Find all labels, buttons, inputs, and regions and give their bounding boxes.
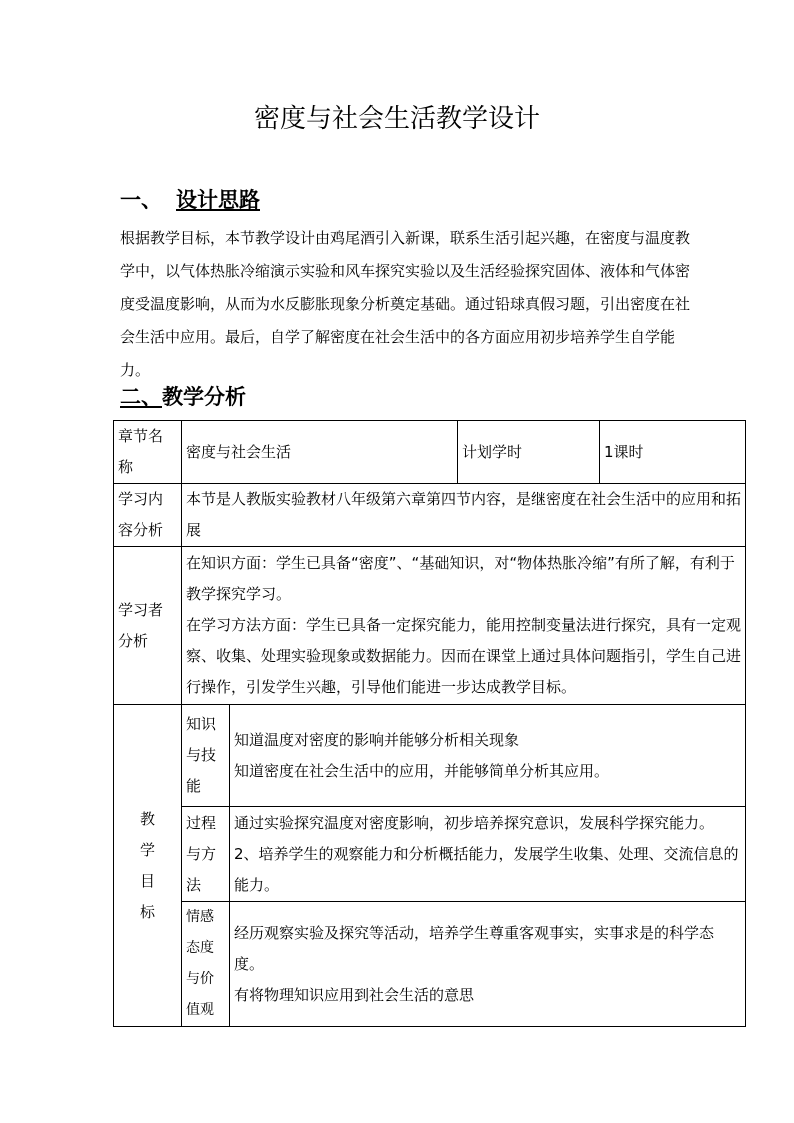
emotion-goal-2: 有将物理知识应用到社会生活的意思 [234, 985, 475, 1004]
planned-hours-value: 1课时 [600, 421, 746, 484]
content-analysis-label: 学习内容分析 [114, 484, 182, 547]
learner-analysis-method: 在学习方法方面：学生已具备一定探究能力，能用控制变量法进行探究，具有一定观察、收集、处理实验现象或数据能力。因而在课堂上通过具体问题指引，学生自己进行操作，引发学生兴趣，引导他们能进一步达成教学目标。 [186, 616, 742, 696]
teaching-goals-label [114, 705, 182, 1027]
knowledge-skill-label: 知识与技能 [182, 705, 230, 807]
process-method-label: 过程与方法 [182, 807, 230, 902]
table-row [114, 705, 746, 807]
section-title: 教学分析 [162, 384, 246, 409]
process-method-value [230, 807, 746, 902]
content-analysis-value: 本节是人教版实验教材八年级第六章第四节内容，是继密度在社会生活中的应用和拓展 [182, 484, 746, 547]
document-title: 密度与社会生活教学设计 [253, 104, 540, 134]
emotion-values-value [230, 902, 746, 1027]
chapter-name-value: 密度与社会生活 [182, 421, 458, 484]
table-row [114, 547, 746, 705]
table-row [114, 807, 746, 902]
learner-analysis-value [182, 547, 746, 705]
learner-analysis-label: 学习者分析 [114, 547, 182, 705]
teaching-analysis-table [113, 420, 746, 1027]
chapter-name-label: 章节名称 [114, 421, 182, 484]
table-row [114, 484, 746, 547]
section-heading-teaching-analysis [120, 382, 246, 412]
section-title: 设计思路 [176, 187, 260, 212]
knowledge-goal-1: 知道温度对密度的影响并能够分析相关现象 [234, 730, 520, 749]
planned-hours-label: 计划学时 [458, 421, 600, 484]
emotion-goal-1: 经历观察实验及探究等活动，培养学生尊重客观事实，实事求是的科学态度。 [234, 923, 715, 973]
table-row [114, 902, 746, 1027]
table-row [114, 421, 746, 484]
knowledge-goal-2: 知道密度在社会生活中的应用，并能够简单分析其应用。 [234, 761, 610, 780]
section-heading-design-idea [120, 185, 260, 215]
emotion-values-label: 情感态度与价值观 [182, 902, 230, 1027]
section-number: 一、 [120, 187, 162, 212]
knowledge-skill-value [230, 705, 746, 807]
teaching-goals-label-text: 教学目标 [140, 809, 156, 921]
process-goal-2: 2、培养学生的观察能力和分析概括能力，发展学生收集、处理、交流信息的能力。 [234, 844, 739, 894]
design-idea-paragraph: 根据教学目标，本节教学设计由鸡尾酒引入新课，联系生活引起兴趣，在密度与温度教学中，以气体热胀冷缩演示实验和风车探究实验以及生活经验探究固体、液体和气体密度受温度影响，从而为水反膨胀现象分析奠定基础。通过铅球真假习题，引出密度在社会生活中应用。最后，自学了解密度在社会生活中的各方面应用初步培养学生自学能力。 [120, 229, 691, 379]
process-goal-1: 通过实验探究温度对密度影响，初步培养探究意识，发展科学探究能力。 [234, 813, 715, 832]
section-number: 二、 [120, 384, 162, 409]
learner-analysis-knowledge: 在知识方面：学生已具备“密度”、“基础知识，对“物体热胀冷缩”有所了解，有利于教学探究学习。 [186, 554, 735, 603]
